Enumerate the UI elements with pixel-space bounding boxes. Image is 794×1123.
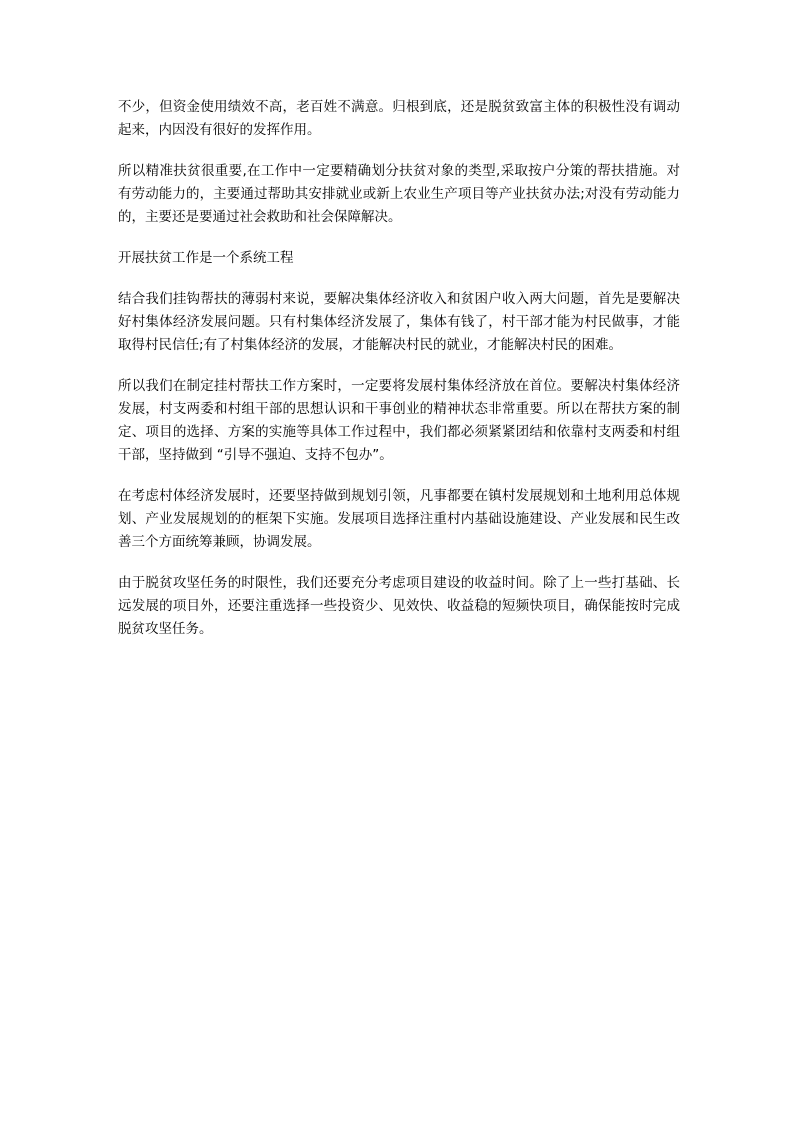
paragraph-6: 由于脱贫攻坚任务的时限性，我们还要充分考虑项目建设的收益时间。除了上一些打基础、长远发展的项目外，还要注重选择一些投资少、见效快、收益稳的短频快项目，确保能按时完成脱贫攻坚任务。 — [118, 575, 680, 637]
paragraph-5: 在考虑村体经济发展时，还要坚持做到规划引领，凡事都要在镇村发展规划和土地利用总体规划、产业发展规划的的框架下实施。发展项目选择注重村内基础设施建设、产业发展和民生改善三个方面统筹兼顾，协调发展。 — [118, 488, 680, 550]
document-page — [118, 96, 680, 659]
paragraph-2: 所以精准扶贫很重要,在工作中一定要精确划分扶贫对象的类型,采取按户分策的帮扶措施。对有劳动能力的，主要通过帮助其安排就业或新上农业生产项目等产业扶贫办法;对没有劳动能力的，主要还是要通过社会救助和社会保障解决。 — [118, 163, 680, 225]
section-heading: 开展扶贫工作是一个系统工程 — [118, 250, 294, 266]
paragraph-4: 所以我们在制定挂村帮扶工作方案时，一定要将发展村集体经济放在首位。要解决村集体经济发展，村支两委和村组干部的思想认识和干事创业的精神状态非常重要。所以在帮扶方案的制定、项目的选择、方案的实施等具体工作过程中，我们都必须紧紧团结和依靠村支两委和村组干部，坚持做到 “引导不强迫、支持不包办”。 — [118, 378, 680, 463]
paragraph-3: 结合我们挂钩帮扶的薄弱村来说，要解决集体经济收入和贫困户收入两大问题，首先是要解决好村集体经济发展问题。只有村集体经济发展了，集体有钱了，村干部才能为村民做事，才能取得村民信任;有了村集体经济的发展，才能解决村民的就业，才能解决村民的困难。 — [118, 291, 680, 353]
paragraph-1: 不少，但资金使用绩效不高，老百姓不满意。归根到底，还是脱贫致富主体的积极性没有调动起来，内因没有很好的发挥作用。 — [118, 99, 680, 138]
